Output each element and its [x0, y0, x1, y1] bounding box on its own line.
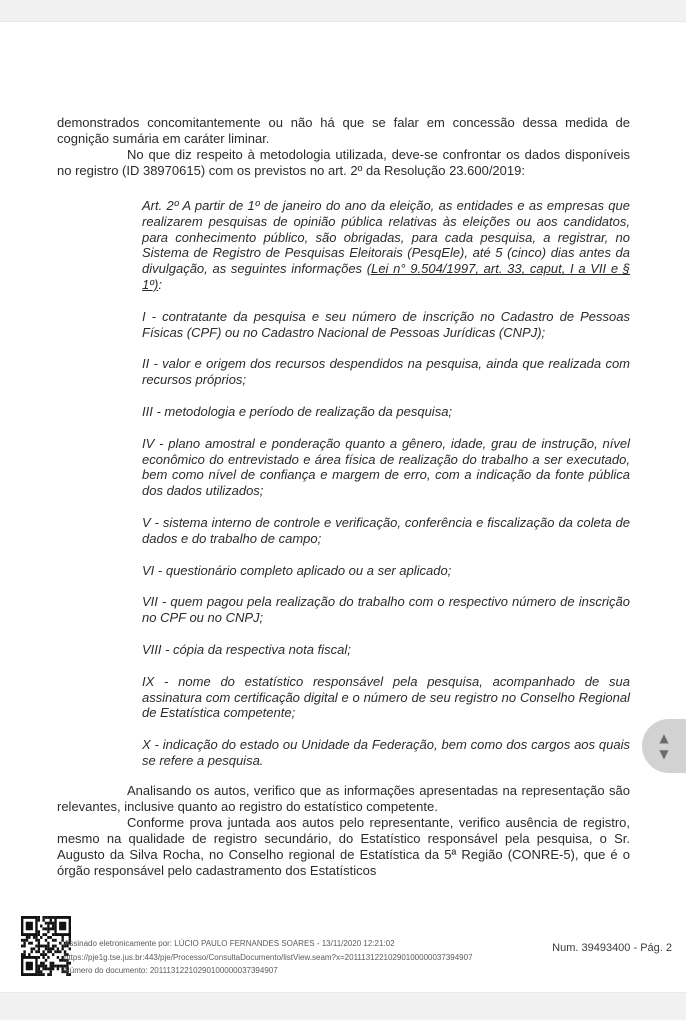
document-url-line: https://pje1g.tse.jus.br:443/pje/Processo/ConsultaDocumento/listView.seam?x=20111312210290100000037394907	[64, 952, 473, 962]
chevron-up-icon: ▲	[659, 731, 669, 745]
scroll-down-button[interactable]	[652, 747, 676, 761]
quote-item-6: VI - questionário completo aplicado ou a ser aplicado;	[142, 562, 452, 578]
scroll-up-button[interactable]	[652, 731, 676, 745]
blockquote-art2	[142, 198, 630, 769]
paragraph-metodologia: No que diz respeito à metodologia utilizada, deve-se confrontar os dados disponíveis no registro (ID 38970615) com os previstos no art. 2º da Resolução 23.600/2019:	[57, 147, 630, 178]
quote-item-3: III - metodologia e período de realização da pesquisa;	[142, 403, 453, 419]
quote-item-5: V - sistema interno de controle e verificação, conferência e fiscalização da coleta de dados e do trabalho de campo;	[142, 514, 630, 546]
quote-item-10: X - indicação do estado ou Unidade da Federação, bem como dos cargos aos quais se refere a pesquisa.	[142, 737, 630, 768]
chevron-down-icon: ▼	[659, 747, 669, 761]
signed-by-line: Assinado eletronicamente por: LÚCIO PAULO FERNANDES SOARES - 13/11/2020 12:21:02	[64, 939, 395, 948]
document-number-line: Número do documento: 20111312210290100000037394907	[64, 966, 278, 975]
quote-art2-colon: :	[158, 276, 162, 292]
quote-art2-intro: Art. 2º A partir de 1º de janeiro do ano da eleição, as entidades e as empresas que realizarem pesquisas de opinião pública relativas às eleições ou aos candidatos, para conhecimento público, são obrigadas, para cada pesquisa, a registrar, no Sistema de Registro de Pesquisas Eleitorais (PesqEle), até 5 (cinco) dias antes da divulgação, as seguintes informações	[142, 198, 630, 277]
paragraph-conforme: Conforme prova juntada aos autos pelo representante, verifico ausência de registro, mesmo na qualidade de registro secundário, do Estatístico responsável pela pesquisa, o Sr. Augusto da Silva Rocha, no Conselho regional de Estatística da 5ª Região (CONRE-5), que é o órgão responsável pelo cadastramento dos Estatísticos	[57, 814, 630, 878]
quote-item-8: VIII - cópia da respectiva nota fiscal;	[142, 641, 351, 657]
quote-item-7: VII - quem pagou pela realização do trabalho com o respectivo número de inscrição no CPF ou no CNPJ;	[142, 594, 630, 626]
quote-item-2: II - valor e origem dos recursos despendidos na pesquisa, ainda que realizada com recursos próprios;	[142, 356, 630, 388]
signature-metadata	[64, 937, 473, 978]
scroll-widget	[642, 719, 686, 773]
law-reference-link[interactable]: (Lei n° 9.504/1997, art. 33, caput, I a VII e § 1º)	[142, 261, 630, 292]
paragraph-analisando: Analisando os autos, verifico que as informações apresentadas na representação são relevantes, inclusive quanto ao registro do estatístico competente.	[57, 782, 630, 814]
viewer-bottom-bar	[0, 992, 686, 1020]
quote-art2-caput	[142, 198, 630, 293]
paragraph-liminar: demonstrados concomitantemente ou não há que se falar em concessão dessa medida de cognição sumária em caráter liminar.	[57, 115, 630, 146]
document-page	[57, 115, 630, 879]
quote-item-9: IX - nome do estatístico responsável pela pesquisa, acompanhado de sua assinatura com certificação digital e o número de seu registro no Conselho Regional de Estatística competente;	[142, 673, 630, 721]
page-number-badge: Num. 39493400 - Pág. 2	[552, 942, 672, 954]
quote-item-4: IV - plano amostral e ponderação quanto a gênero, idade, grau de instrução, nível econômico do entrevistado e área física de realização do trabalho a ser executado, bem como nível de confiança e margem de erro, com a indicação da fonte pública dos dados utilizados;	[142, 435, 630, 499]
quote-item-1: I - contratante da pesquisa e seu número de inscrição no Cadastro de Pessoas Físicas (CPF) ou no Cadastro Nacional de Pessoas Jurídicas (CNPJ);	[142, 308, 630, 340]
viewer-top-bar	[0, 0, 686, 22]
